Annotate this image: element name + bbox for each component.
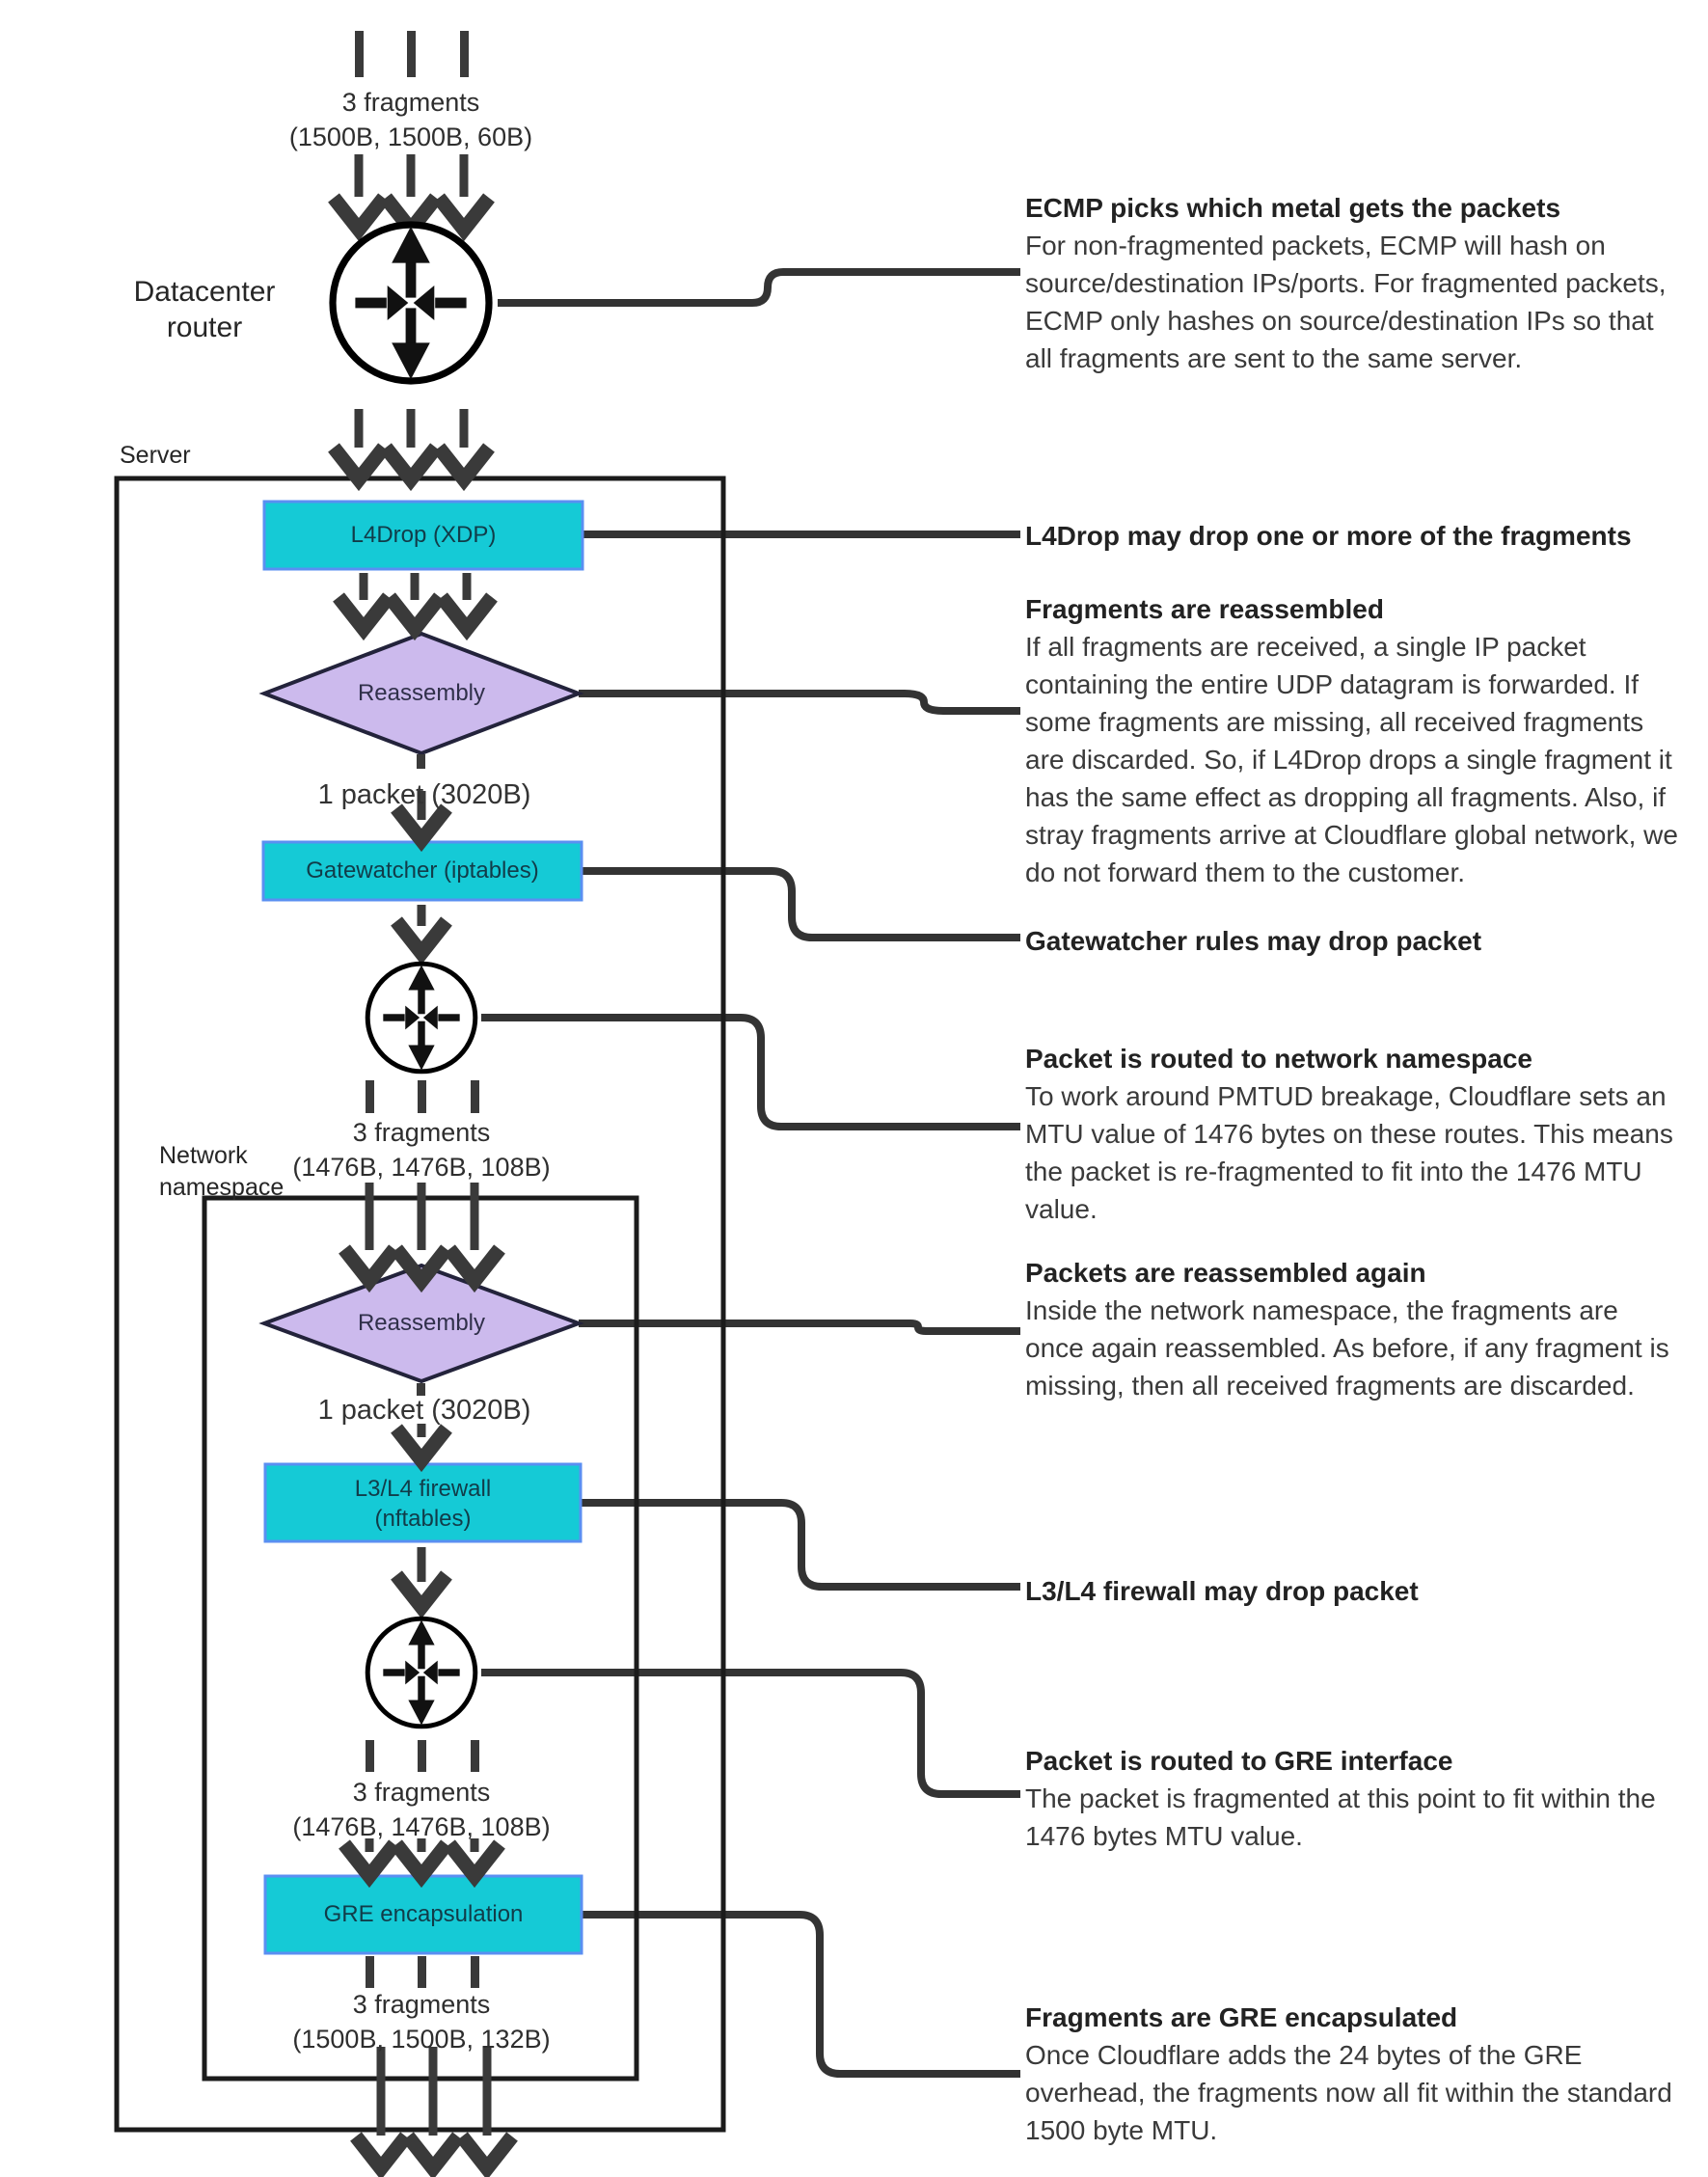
connector-gre	[582, 1915, 1020, 2074]
annotation-body: The packet is fragmented at this point to fit within the 1476 bytes MTU value.	[1025, 1783, 1656, 1851]
l4drop-label: L4Drop (XDP)	[350, 522, 497, 548]
annotation-body: For non-fragmented packets, ECMP will hash on source/destination IPs/ports. For fragmented packets, ECMP only hashes on source/destination IPs so that all fragments are sent to the same server.	[1025, 231, 1667, 373]
annotation-title: Gatewatcher rules may drop packet	[1025, 926, 1482, 956]
gatewatcher-label: Gatewatcher (iptables)	[306, 857, 539, 884]
firewall-label: L3/L4 firewall (nftables)	[354, 1476, 492, 1532]
annotation-reassembled	[1025, 590, 1679, 891]
server-label: Server	[120, 442, 191, 469]
annotation-body: If all fragments are received, a single IP packet containing the entire UDP datagram is forwarded. If some fragments are missing, all received fragments are discarded. So, if L4Drop drops a single fragment it has the same effect as dropping all fragments. Also, if stray fragments arrive at Cloudflare global network, we do not forward them to the customer.	[1025, 632, 1678, 887]
annotation-reassembled-again	[1025, 1254, 1679, 1404]
annotation-body: Inside the network namespace, the fragments are once again reassembled. As before, if any fragment is missing, then all received fragments are discarded.	[1025, 1295, 1669, 1401]
gre-label: GRE encapsulation	[323, 1901, 524, 1927]
connector-reassembly1	[579, 694, 1020, 711]
annotation-title: Packets are reassembled again	[1025, 1258, 1426, 1288]
datacenter-router-icon	[333, 225, 489, 381]
packet2-label: 1 packet (3020B)	[317, 1395, 531, 1426]
packet1-label: 1 packet (3020B)	[317, 779, 531, 810]
annotation-ecmp	[1025, 189, 1679, 377]
network-namespace-label: Network namespace	[159, 1142, 285, 1201]
annotation-title: L3/L4 firewall may drop packet	[1025, 1576, 1419, 1606]
annotation-body: Once Cloudflare adds the 24 bytes of the GRE overhead, the fragments now all fit within the standard 1500 byte MTU.	[1025, 2040, 1672, 2145]
connector-route-netns	[481, 1018, 1020, 1127]
connector-firewall	[581, 1503, 1020, 1587]
annotation-l4drop	[1025, 517, 1679, 555]
annotation-title: ECMP picks which metal gets the packets	[1025, 193, 1561, 223]
annotation-title: Fragments are reassembled	[1025, 594, 1384, 624]
fragments-top-sizes: (1500B, 1500B, 60B)	[288, 122, 533, 151]
fragments-top-label	[237, 85, 584, 154]
reassembly1-label: Reassembly	[357, 680, 486, 706]
fragments-top-count: 3 fragments	[341, 88, 480, 117]
connector-reassembly2	[579, 1323, 1020, 1331]
route-to-gre-router-icon	[367, 1619, 475, 1727]
annotation-routed-gre	[1025, 1742, 1679, 1855]
connector-gatewatcher	[582, 871, 1020, 938]
fragments-mid-label: 3 fragments (1476B, 1476B, 108B)	[292, 1118, 551, 1182]
annotation-title: L4Drop may drop one or more of the fragments	[1025, 521, 1632, 551]
annotation-body: To work around PMTUD breakage, Cloudflare sets an MTU value of 1476 bytes on these routes. This means the packet is re-fragmented to fit into the 1476 MTU value.	[1025, 1081, 1673, 1224]
reassembly2-label: Reassembly	[357, 1310, 486, 1336]
datacenter-router-label: Datacenter router	[133, 276, 276, 343]
annotation-title: Fragments are GRE encapsulated	[1025, 2002, 1458, 2032]
annotation-firewall	[1025, 1572, 1679, 1610]
route-to-netns-router-icon	[367, 964, 475, 1072]
annotation-title: Packet is routed to GRE interface	[1025, 1746, 1453, 1776]
annotation-gre-encapsulated	[1025, 1999, 1679, 2149]
connector-ecmp	[498, 272, 1020, 303]
annotation-title: Packet is routed to network namespace	[1025, 1044, 1532, 1074]
fragments-gre-in-label: 3 fragments (1476B, 1476B, 108B)	[292, 1778, 551, 1841]
annotation-gatewatcher	[1025, 922, 1679, 960]
fragments-out-label: 3 fragments (1500B, 1500B, 132B)	[292, 1990, 551, 2054]
diamond1-stub	[417, 754, 425, 769]
annotation-routed-netns	[1025, 1040, 1679, 1228]
